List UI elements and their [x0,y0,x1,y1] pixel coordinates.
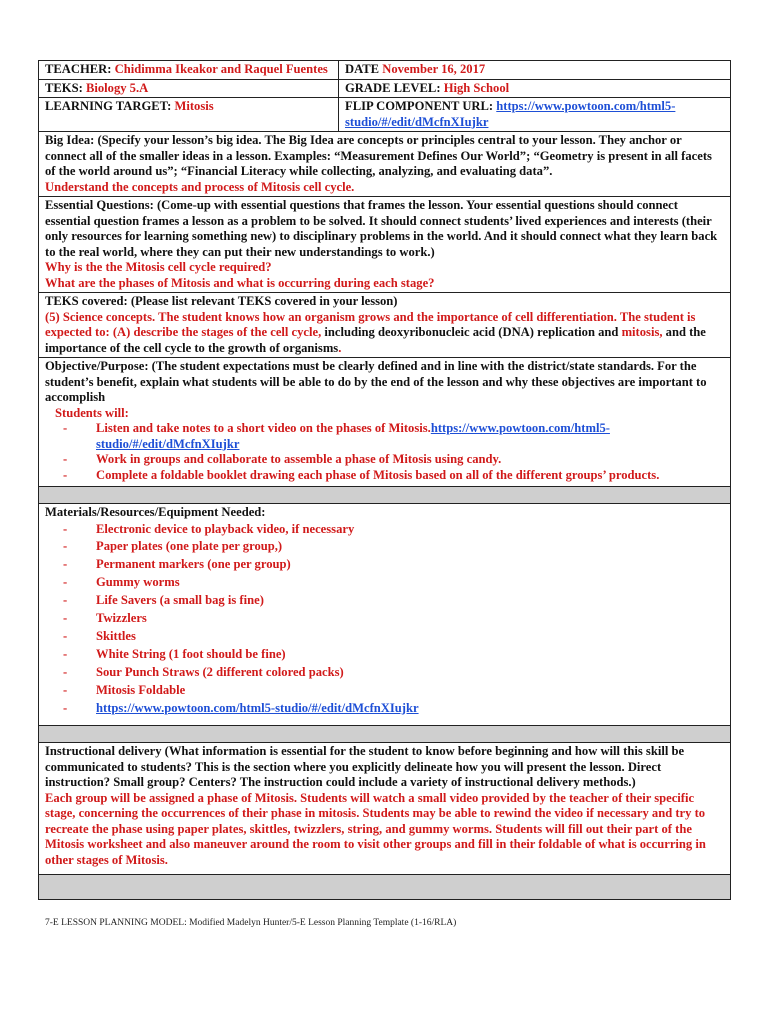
teacher-cell [39,61,339,80]
objective-row [39,358,731,487]
instructional-prompt: Instructional delivery (What information is essential for the student to know before beginning and how will this skill be communicated to students? This is the section where you explicitly delineate how you will present the lesson. Direct instruction? Small group? Centers? The instruction could include a variety of instructional delivery methods.) [45,744,685,790]
teks-cell [39,79,339,98]
grade-cell [339,79,731,98]
materials-video-link[interactable]: https://www.powtoon.com/html5-studio/#/edit/dMcfnXIujkr [96,700,419,715]
essential-questions-row [39,197,731,293]
teacher-row [39,61,731,80]
flip-cell [339,98,731,132]
objective-item [63,421,724,452]
material-item: - Sour Punch Straws (2 different colored packs) [63,664,724,682]
big-idea-prompt: Big Idea: (Specify your lesson’s big idea. The Big Idea are concepts or principles central to your lesson. They anchor or connect all of the smaller ideas in a lesson. Examples: “Measurement Defines Our World”; “Geometry is present in all facets of the world around us”; “Financial Literacy while collecting, analyzing, and evaluating data”. [45,133,712,178]
big-idea-row [39,132,731,197]
teks-covered-text [45,310,724,357]
materials-row [39,504,731,726]
material-item [63,700,724,718]
instructional-cell [39,743,731,875]
lesson-plan-table [38,60,731,900]
objective-item-text: Listen and take notes to a short video on the phases of Mitosis. [96,421,431,435]
material-item: - Paper plates (one plate per group,) [63,538,724,556]
target-value: Mitosis [174,99,214,113]
teks-value: Biology 5.A [85,80,149,95]
big-idea-answer: Understand the concepts and process of Mitosis cell cycle. [45,179,355,194]
students-will-label: Students will: [55,405,129,420]
objective-item: - Work in groups and collaborate to assemble a phase of Mitosis using candy. [63,452,724,468]
lesson-plan-page [38,60,730,900]
teks-covered-part4: and the importance of the cell cycle to the growth of organisms [45,325,706,355]
teks-covered-part2: including deoxyribonucleic acid (DNA) replication and [321,325,622,339]
flip-url-link[interactable]: https://www.powtoon.com/html5-studio/#/edit/dMcfnXIujkr [345,99,676,129]
target-row [39,98,731,132]
instructional-answer: Each group will be assigned a phase of Mitosis. Students will watch a small video provided by the teacher of their specific stage, concerning the occurrences of their phase in mitosis. Students may be able to rewind the video if necessary and try to recreate the phase using paper plates, skittles, twizzlers, string, and gummy worms. Students will fill out their part of the Mitosis worksheet and also maneuver around the room to visit other groups and fill in their foldable of what is occurring in other stages of Mitosis. [45,790,706,867]
separator-row [39,875,731,900]
teks-covered-cell [39,293,731,358]
material-item: - Mitosis Foldable [63,682,724,700]
materials-heading: Materials/Resources/Equipment Needed: [45,505,266,519]
objective-cell [39,358,731,487]
essential-question-1: Why is the the Mitosis cell cycle required? [45,260,272,274]
essential-question-2: What are the phases of Mitosis and what is occurring during each stage? [45,275,435,290]
separator-cell [39,487,731,504]
teks-covered-part3: mitosis, [621,325,663,339]
teks-row [39,79,731,98]
material-item: - Electronic device to playback video, if necessary [63,521,724,539]
essential-questions-prompt: Essential Questions: (Come-up with essential questions that frames the lesson. Your essential questions should connect essential question frames a lesson as a problem to be solved. It should connect students’ lived experiences and interests (their only resources for learning something new) to disciplinary problems in the world. And it should connect what they learn back to the real world, where they can put their new understandings to work.) [45,198,718,259]
target-cell [39,98,339,132]
separator-row [39,487,731,504]
materials-list [45,521,724,718]
essential-questions-cell [39,197,731,293]
material-item: - Gummy worms [63,574,724,592]
material-item: - Permanent markers (one per group) [63,556,724,574]
teacher-label: TEACHER: [45,62,112,76]
objective-video-link[interactable]: https://www.powtoon.com/html5-studio/#/edit/dMcfnXIujkr [96,421,610,451]
separator-cell [39,875,731,900]
date-value: November 16, 2017 [382,62,486,76]
teks-covered-part5: . [338,340,342,355]
grade-value: High School [443,80,510,95]
teks-label: TEKS: [45,80,83,95]
separator-row [39,726,731,743]
objective-list [45,421,724,483]
material-item: - White String (1 foot should be fine) [63,646,724,664]
date-label: DATE [345,62,380,76]
teks-covered-part1: (5) Science concepts. The student knows how an organism grows and the importance of cell differentiation. The student is expected to: (A) describe the stages of the cell cycle, [45,309,696,339]
flip-label: FLIP COMPONENT URL: [345,99,494,113]
objective-prompt: Objective/Purpose: (The student expectations must be clearly defined and in line with the district/state standards. For the student’s benefit, explain what students will be able to do by the end of the lesson and why these objectives are important to accomplish [45,359,707,404]
separator-cell [39,726,731,743]
grade-label: GRADE LEVEL: [345,80,441,95]
material-item: - Life Savers (a small bag is fine) [63,592,724,610]
objective-item: - Complete a foldable booklet drawing each phase of Mitosis based on all of the different groups’ products. [63,468,724,484]
materials-cell [39,504,731,726]
instructional-row [39,743,731,875]
big-idea-cell [39,132,731,197]
teks-covered-prompt: TEKS covered: (Please list relevant TEKS covered in your lesson) [45,294,398,308]
material-item: - Twizzlers [63,610,724,628]
teks-covered-row [39,293,731,358]
target-label: LEARNING TARGET: [45,99,172,113]
page-footer: 7-E LESSON PLANNING MODEL: Modified Madelyn Hunter/5-E Lesson Planning Template (1-16/RLA) [45,918,457,928]
material-item: - Skittles [63,628,724,646]
teacher-value: Chidimma Ikeakor and Raquel Fuentes [114,62,328,76]
date-cell [339,61,731,80]
